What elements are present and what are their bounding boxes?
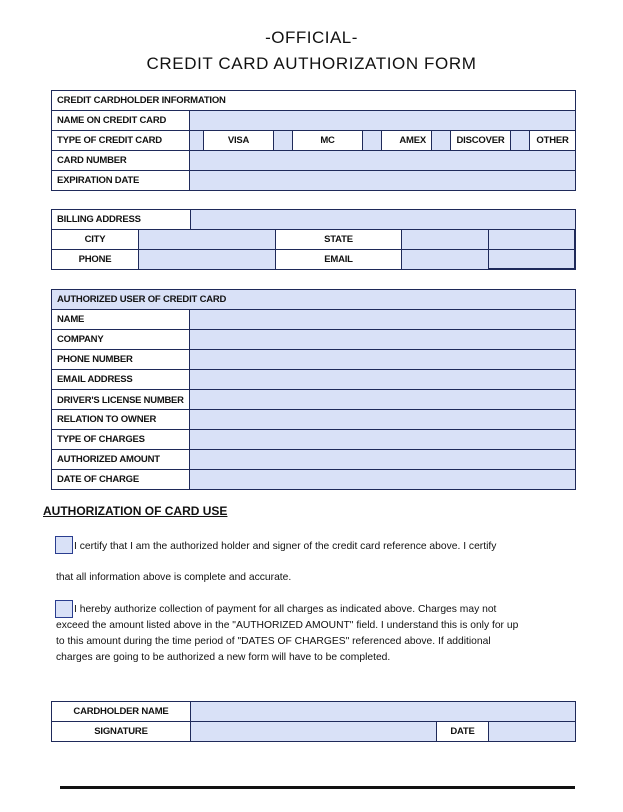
au-name-label: NAME xyxy=(52,310,190,330)
form-title: CREDIT CARD AUTHORIZATION FORM xyxy=(146,54,477,73)
city-label: CITY xyxy=(52,230,139,250)
billing-address-field[interactable] xyxy=(191,210,576,230)
authorize-statement-line3: to this amount during the time period of "DATES OF CHARGES" referenced above. If additional xyxy=(56,636,491,647)
authorized-user-heading: AUTHORIZED USER OF CREDIT CARD xyxy=(52,290,576,310)
au-charges-type-label: TYPE OF CHARGES xyxy=(52,430,190,450)
discover-label: DISCOVER xyxy=(451,131,511,151)
name-on-card-field[interactable] xyxy=(190,111,576,131)
au-date-field[interactable] xyxy=(190,470,576,490)
fax-number-field[interactable] xyxy=(489,250,574,269)
authorize-checkbox[interactable] xyxy=(55,600,73,618)
phone-label: PHONE xyxy=(52,250,139,270)
expiration-date-label: EXPIRATION DATE xyxy=(52,171,190,191)
au-date-label: DATE OF CHARGE xyxy=(52,470,190,490)
au-license-field[interactable] xyxy=(190,390,576,410)
discover-checkbox[interactable] xyxy=(432,131,451,151)
date-label: DATE xyxy=(437,722,489,742)
card-number-label: CARD NUMBER xyxy=(52,151,190,171)
card-number-field[interactable] xyxy=(190,151,576,171)
mc-label: MC xyxy=(293,131,363,151)
expiration-date-field[interactable] xyxy=(190,171,576,191)
au-email-label: EMAIL ADDRESS xyxy=(52,370,190,390)
signature-label: SIGNATURE xyxy=(52,722,191,742)
city-field[interactable] xyxy=(139,230,276,250)
bottom-rule xyxy=(60,786,575,789)
cardholder-name-label: CARDHOLDER NAME xyxy=(52,702,191,722)
au-license-label: DRIVER'S LICENSE NUMBER xyxy=(52,390,190,410)
au-relation-label: RELATION TO OWNER xyxy=(52,410,190,430)
au-charges-type-field[interactable] xyxy=(190,430,576,450)
billing-address-label: BILLING ADDRESS xyxy=(52,210,191,230)
au-amount-label: AUTHORIZED AMOUNT xyxy=(52,450,190,470)
au-phone-field[interactable] xyxy=(190,350,576,370)
authorize-statement-line2: exceed the amount listed above in the "AUTHORIZED AMOUNT" field. I understand this is only for up xyxy=(56,620,519,631)
au-company-label: COMPANY xyxy=(52,330,190,350)
certify-statement-line2: that all information above is complete and accurate. xyxy=(56,572,292,583)
email-label: EMAIL xyxy=(276,250,402,270)
authorize-statement-line1: I hereby authorize collection of payment for all charges as indicated above. Charges may not xyxy=(74,604,497,615)
amex-checkbox[interactable] xyxy=(363,131,382,151)
email-field[interactable] xyxy=(402,250,490,270)
authorization-heading: AUTHORIZATION OF CARD USE xyxy=(43,504,228,518)
cardholder-name-field[interactable] xyxy=(191,702,576,722)
au-relation-field[interactable] xyxy=(190,410,576,430)
form-title-official: -OFFICIAL- xyxy=(265,28,358,47)
certify-statement-line1: I certify that I am the authorized holder and signer of the credit card reference above. I certify xyxy=(74,541,497,552)
signature-field[interactable] xyxy=(191,722,437,742)
other-label: OTHER xyxy=(530,131,576,151)
date-field[interactable] xyxy=(489,722,576,742)
authorize-statement-line4: charges are going to be authorized a new form will have to be completed. xyxy=(56,652,391,663)
certify-checkbox[interactable] xyxy=(55,536,73,554)
mc-checkbox[interactable] xyxy=(274,131,293,151)
cardholder-section-heading: CREDIT CARDHOLDER INFORMATION xyxy=(52,91,576,111)
au-phone-label: PHONE NUMBER xyxy=(52,350,190,370)
state-field[interactable] xyxy=(402,230,490,250)
state-label: STATE xyxy=(276,230,402,250)
au-company-field[interactable] xyxy=(190,330,576,350)
phone-field[interactable] xyxy=(139,250,276,270)
au-amount-field[interactable] xyxy=(190,450,576,470)
zip-code-field[interactable] xyxy=(489,230,574,250)
authorized-user-table xyxy=(51,289,576,490)
au-name-field[interactable] xyxy=(190,310,576,330)
visa-checkbox[interactable] xyxy=(190,131,204,151)
visa-label: VISA xyxy=(204,131,274,151)
amex-label: AMEX xyxy=(382,131,432,151)
cardholder-info-table xyxy=(51,90,576,191)
au-email-field[interactable] xyxy=(190,370,576,390)
signature-table xyxy=(51,701,576,742)
name-on-card-label: NAME ON CREDIT CARD xyxy=(52,111,190,131)
card-type-label: TYPE OF CREDIT CARD xyxy=(52,131,190,151)
zip-fax-fields xyxy=(488,229,575,269)
other-checkbox[interactable] xyxy=(511,131,530,151)
